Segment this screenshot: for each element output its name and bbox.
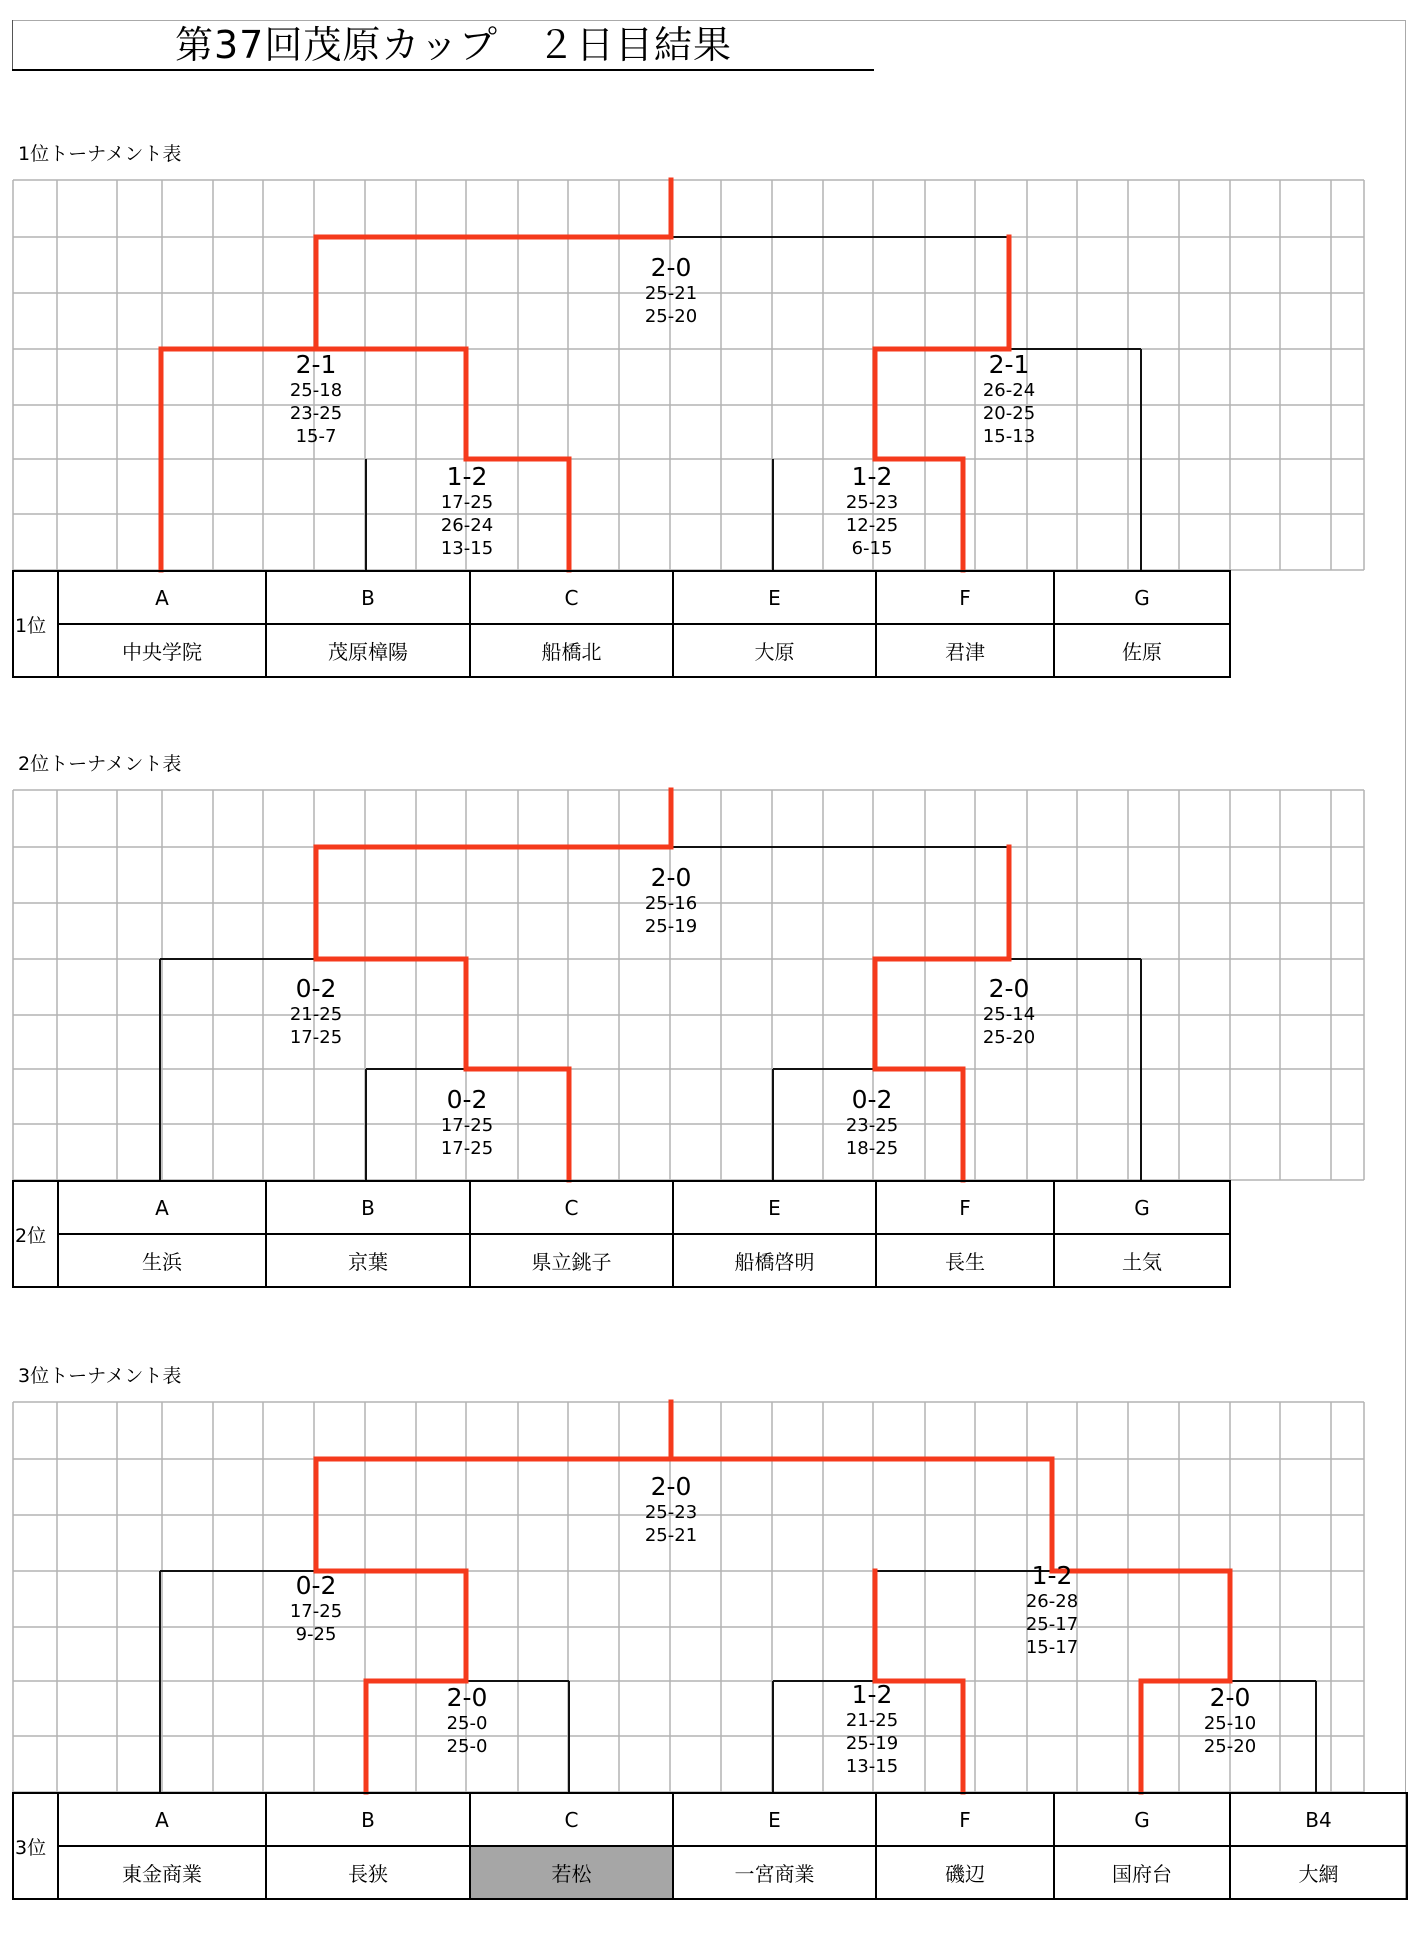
pool-label: E [673,1793,876,1846]
set-score: 17-25 [440,1115,494,1136]
pool-label: F [876,1793,1054,1846]
pool-label: A [58,571,266,624]
team-name: 磯辺 [876,1846,1054,1899]
pool-label: C [470,1793,673,1846]
teams-table [12,1180,1231,1288]
team-name: 佐原 [1054,624,1230,677]
match-score-right-semi [992,1562,1112,1659]
pool-label: F [876,1181,1054,1234]
match-result: 2-0 [988,974,1030,1003]
set-score: 17-25 [289,1027,343,1048]
team-name: 生浜 [58,1234,266,1287]
tournament-section-1 [0,140,1421,730]
match-result: 1-2 [446,462,488,491]
match-result: 2-0 [1209,1683,1251,1712]
match-score-left-qf [407,1086,527,1160]
set-score: 25-23 [644,1502,698,1523]
tournament-section-3 [0,1362,1421,1952]
team-name: 一宮商業 [673,1846,876,1899]
set-score: 15-7 [295,426,337,447]
match-result: 0-2 [851,1085,893,1114]
match-score-right-semi [949,351,1069,448]
set-score: 25-14 [982,1004,1036,1025]
set-score: 13-15 [845,1756,899,1777]
set-score: 25-21 [644,283,698,304]
rank-label: 3位 [13,1793,58,1899]
team-name: 船橋北 [470,624,673,677]
set-score: 17-25 [289,1601,343,1622]
match-score-left-qf [407,1684,527,1758]
pool-label: A [58,1793,266,1846]
pool-label: G [1054,1181,1230,1234]
match-result: 2-1 [988,350,1030,379]
set-score: 26-28 [1025,1591,1079,1612]
bracket-drawing [0,750,1421,1190]
set-score: 23-25 [289,403,343,424]
team-name: 県立銚子 [470,1234,673,1287]
bracket-drawing [0,140,1421,580]
team-name: 船橋啓明 [673,1234,876,1287]
match-result: 2-0 [650,1472,692,1501]
match-result: 2-0 [650,253,692,282]
set-score: 25-18 [289,380,343,401]
section-label: 2位トーナメント表 [18,753,182,775]
pool-label: A [58,1181,266,1234]
match-score-left-semi [256,975,376,1049]
section-label: 3位トーナメント表 [18,1365,182,1387]
set-score: 21-25 [289,1004,343,1025]
match-score-left-semi [256,1572,376,1646]
match-score-right-qf [812,1086,932,1160]
set-score: 26-24 [982,380,1036,401]
section-label: 1位トーナメント表 [18,143,182,165]
match-score-right-semi [949,975,1069,1049]
set-score: 17-25 [440,1138,494,1159]
match-result: 2-1 [295,350,337,379]
team-name: 国府台 [1054,1846,1230,1899]
set-score: 12-25 [845,515,899,536]
set-score: 25-20 [644,306,698,327]
pool-label: B [266,571,470,624]
set-score: 25-17 [1025,1614,1079,1635]
set-score: 25-23 [845,492,899,513]
match-result: 1-2 [851,1680,893,1709]
team-name: 大原 [673,624,876,677]
set-score: 6-15 [851,538,893,559]
match-score-left-semi [256,351,376,448]
team-name: 東金商業 [58,1846,266,1899]
set-score: 26-24 [440,515,494,536]
match-score-right-qf [1170,1684,1290,1758]
match-result: 0-2 [446,1085,488,1114]
pool-label: C [470,571,673,624]
team-name: 長狭 [266,1846,470,1899]
set-score: 21-25 [845,1710,899,1731]
set-score: 25-20 [982,1027,1036,1048]
pool-label: C [470,1181,673,1234]
pool-label: E [673,571,876,624]
team-name: 土気 [1054,1234,1230,1287]
tournament-section-2 [0,750,1421,1340]
team-name: 茂原樟陽 [266,624,470,677]
match-score-final [611,864,731,938]
set-score: 17-25 [440,492,494,513]
match-result: 2-0 [446,1683,488,1712]
set-score: 9-25 [295,1624,337,1645]
set-score: 25-10 [1203,1713,1257,1734]
winner-path [671,1459,1230,1792]
set-score: 15-13 [982,426,1036,447]
team-name: 長生 [876,1234,1054,1287]
team-name: 君津 [876,624,1054,677]
match-result: 1-2 [851,462,893,491]
page-title: 第37回茂原カップ ２日目結果 [175,23,732,67]
match-score-left-qf [407,463,527,560]
team-name: 中央学院 [58,624,266,677]
set-score: 15-17 [1025,1637,1079,1658]
rank-label: 1位 [13,571,58,677]
match-result: 1-2 [1031,1561,1073,1590]
set-score: 23-25 [845,1115,899,1136]
set-score: 25-0 [446,1713,488,1734]
match-score-right-qf [812,463,932,560]
teams-table [12,1792,1408,1900]
set-score: 25-19 [644,916,698,937]
pool-label: B4 [1230,1793,1407,1846]
pool-label: B [266,1793,470,1846]
pool-label: E [673,1181,876,1234]
match-score-mid-qf [812,1681,932,1778]
page-frame-left [12,20,13,70]
set-score: 25-21 [644,1525,698,1546]
match-result: 0-2 [295,974,337,1003]
match-score-final [611,1473,731,1547]
set-score: 20-25 [982,403,1036,424]
title-underline [12,69,874,71]
rank-label: 2位 [13,1181,58,1287]
pool-label: B [266,1181,470,1234]
set-score: 18-25 [845,1138,899,1159]
pool-label: G [1054,1793,1230,1846]
match-result: 2-0 [650,863,692,892]
match-score-final [611,254,731,328]
teams-table [12,570,1231,678]
set-score: 25-16 [644,893,698,914]
pool-label: G [1054,571,1230,624]
set-score: 25-19 [845,1733,899,1754]
pool-label: F [876,571,1054,624]
team-name: 若松 [470,1846,673,1899]
set-score: 13-15 [440,538,494,559]
match-result: 0-2 [295,1571,337,1600]
team-name: 大網 [1230,1846,1407,1899]
team-name: 京葉 [266,1234,470,1287]
set-score: 25-20 [1203,1736,1257,1757]
set-score: 25-0 [446,1736,488,1757]
